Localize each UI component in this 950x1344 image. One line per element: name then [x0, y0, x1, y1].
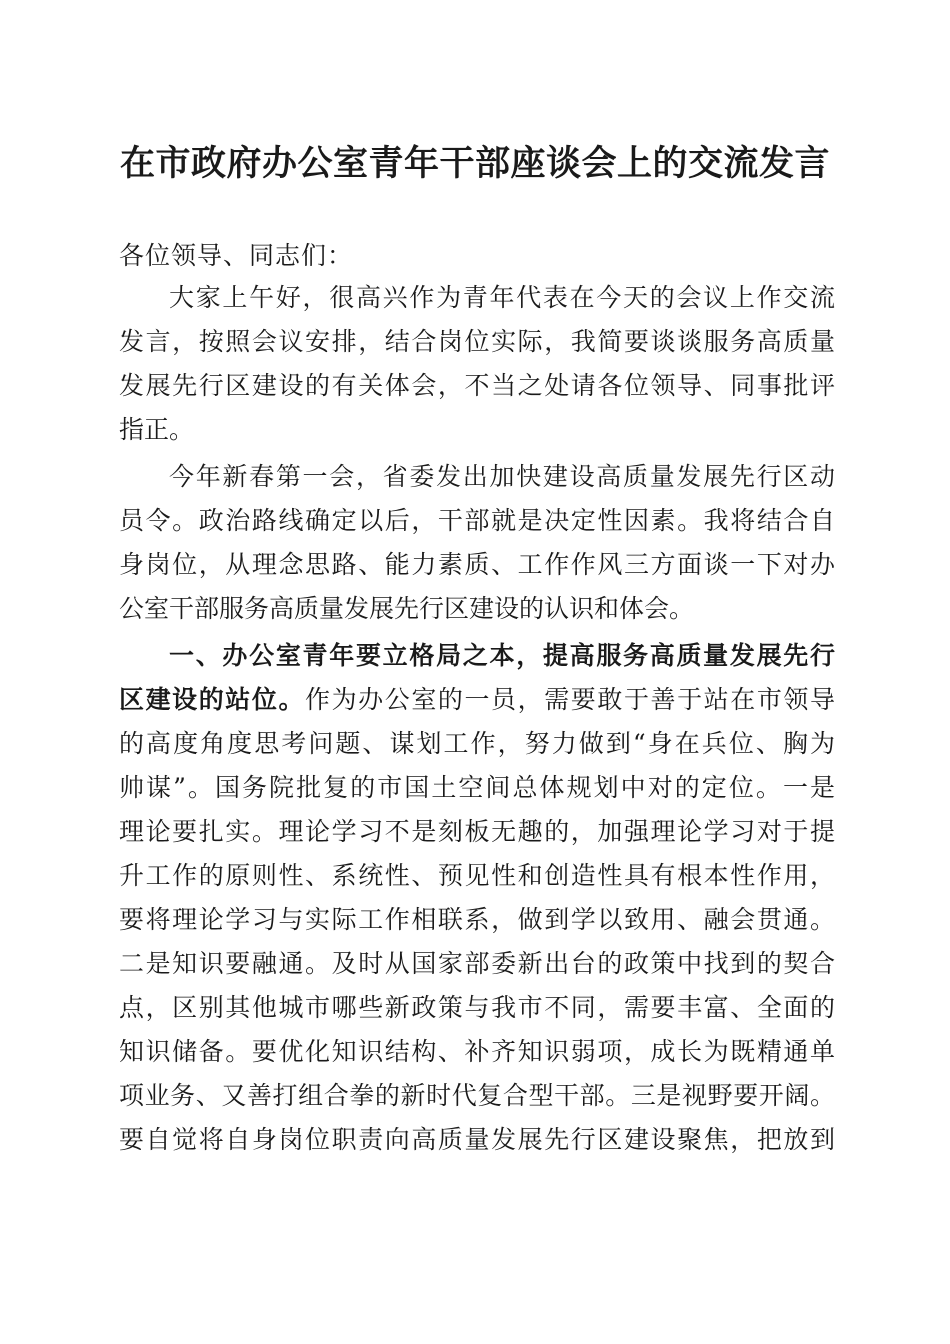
text-line: 项业务、又善打组合拳的新时代复合型干部。三是视野要开阔。 [119, 1081, 835, 1110]
text-line [119, 678, 835, 722]
text-line: 发展先行区建设的有关体会，不当之处请各位领导、同事批评 [119, 371, 835, 400]
text-line: 帅谋”。国务院批复的市国土空间总体规划中对的定位。一是 [119, 773, 835, 802]
text-line: 要将理论学习与实际工作相联系，做到学以致用、融会贯通。 [119, 905, 835, 934]
text-line: 大家上午好，很高兴作为青年代表在今天的会议上作交流 [169, 283, 835, 312]
section-heading: 一、办公室青年要立格局之本，提高服务高质量发展先行 [169, 641, 835, 670]
text-line: 身岗位，从理念思路、能力素质、工作作风三方面谈一下对办 [119, 550, 835, 579]
paragraph-intro [119, 455, 835, 631]
text-line: 理论要扎实。理论学习不是刻板无趣的，加强理论学习对于提 [119, 817, 835, 846]
text-line: 公室干部服务高质量发展先行区建设的认识和体会。 [119, 594, 695, 623]
text-fragment: 作为办公室的一员，需要敢于善于站在市领导 [305, 685, 835, 714]
text-line: 发言，按照会议安排，结合岗位实际，我简要谈谈服务高质量 [119, 327, 835, 356]
text-line: 二是知识要融通。及时从国家部委新出台的政策中找到的契合 [119, 949, 835, 978]
paragraph-section-one [119, 634, 835, 1162]
document-title: 在市政府办公室青年干部座谈会上的交流发言 [119, 143, 830, 184]
text-line: 员令。政治路线确定以后，干部就是决定性因素。我将结合自 [119, 506, 835, 535]
text-line: 今年新春第一会，省委发出加快建设高质量发展先行区动 [169, 462, 835, 491]
text-line: 升工作的原则性、系统性、预见性和创造性具有根本性作用， [119, 861, 835, 890]
text-line: 指正。 [119, 415, 195, 444]
salutation: 各位领导、同志们： [119, 241, 354, 270]
text-line: 的高度角度思考问题、谋划工作，努力做到“身在兵位、胸为 [119, 729, 835, 758]
paragraph-greeting [119, 276, 835, 452]
text-line: 要自觉将自身岗位职责向高质量发展先行区建设聚焦，把放到 [119, 1125, 835, 1154]
section-heading-end: 区建设的站位。 [119, 685, 306, 714]
text-line: 点，区别其他城市哪些新政策与我市不同，需要丰富、全面的 [119, 993, 835, 1022]
text-line: 知识储备。要优化知识结构、补齐知识弱项，成长为既精通单 [119, 1037, 835, 1066]
